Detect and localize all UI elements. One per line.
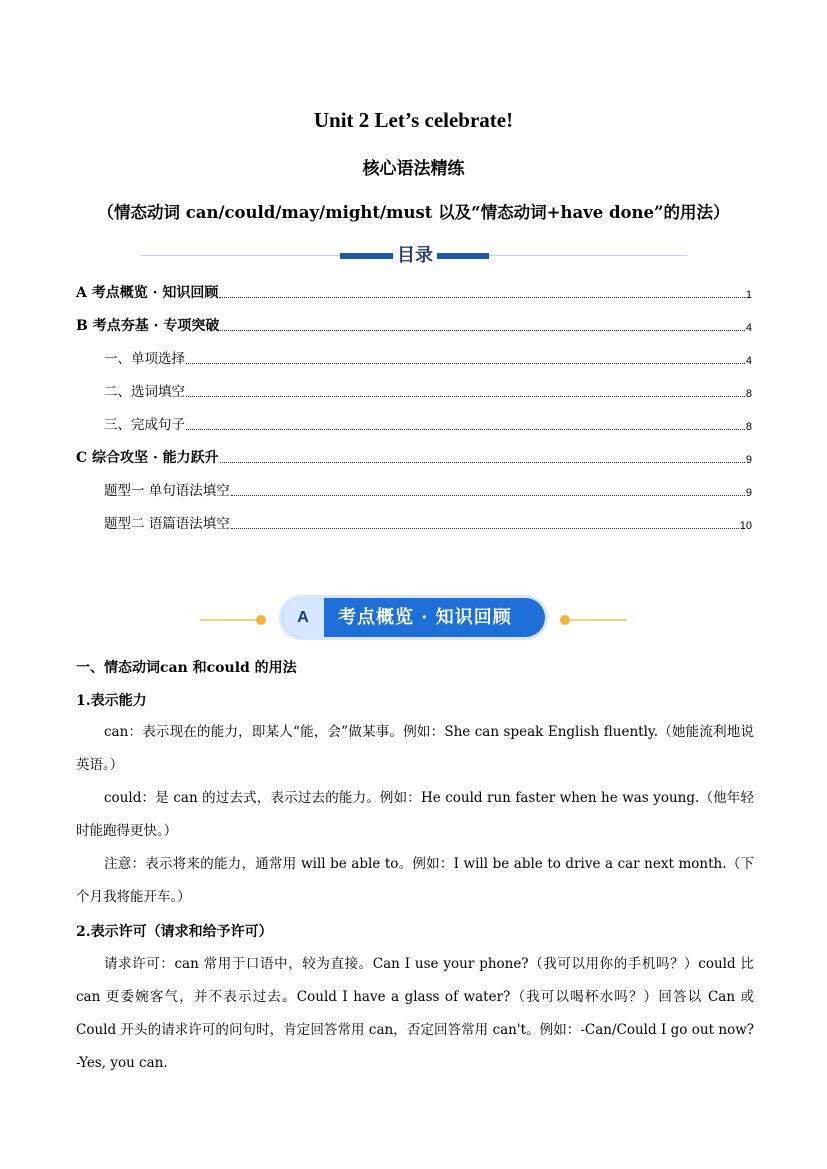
toc-page-number: 4	[745, 355, 752, 367]
toc-page-number: 8	[745, 421, 752, 433]
banner-line-right	[570, 619, 627, 621]
paragraph-can: can：表示现在的能力，即某人“能，会”做某事。例如：She can speak English fluently.（她能流利地说英语。）	[76, 724, 754, 773]
toc-leader	[186, 429, 745, 430]
toc-entry-label: 三、完成句子	[104, 417, 185, 433]
section-badge: A	[282, 598, 324, 637]
toc-entry[interactable]	[76, 480, 752, 500]
divider-bar-right	[437, 253, 489, 259]
toc-entry-label: 题型一 单句语法填空	[104, 483, 230, 499]
divider-line-left	[140, 255, 340, 256]
toc-leader	[186, 396, 745, 397]
document-title: Unit 2 Let’s celebrate!	[313, 108, 514, 132]
toc-entry[interactable]	[76, 381, 752, 401]
document-topic: （情态动词 can/could/may/might/must 以及“情态动词+have done”的用法）	[97, 203, 730, 222]
banner-pill	[282, 598, 545, 637]
toc-page-number: 9	[745, 487, 752, 499]
toc-leader	[219, 297, 745, 298]
toc-heading-bar	[140, 241, 687, 267]
banner-dot-left	[256, 615, 266, 625]
toc-entry-label: B 考点夯基 · 专项突破	[76, 318, 220, 334]
toc-entry-label: 二、选词填空	[104, 384, 185, 400]
section-banner-title: 考点概览 · 知识回顾	[338, 607, 512, 628]
divider-bar-left	[340, 253, 393, 259]
toc-page-number: 9	[745, 454, 752, 466]
toc-leader	[220, 330, 745, 331]
toc-page-number: 10	[739, 520, 752, 532]
toc-entry-label: 题型二 语篇语法填空	[104, 516, 230, 532]
toc-heading: 目录	[397, 245, 433, 266]
toc-entry[interactable]	[76, 348, 752, 368]
toc-entry[interactable]	[76, 513, 752, 533]
toc-leader	[220, 462, 745, 463]
divider-line-right	[489, 255, 687, 256]
toc-page-number: 8	[745, 388, 752, 400]
subsection-heading-permission: 2.表示许可（请求和给予许可）	[76, 924, 273, 940]
toc-leader	[231, 528, 739, 529]
section-heading: 一、情态动词can 和could 的用法	[76, 660, 297, 676]
toc-entry-label: C 综合攻坚 · 能力跃升	[76, 450, 219, 466]
toc-leader	[186, 363, 745, 364]
paragraph-note: 注意：表示将来的能力，通常用 will be able to。例如：I will be able to drive a car next month.（下个月我将能开车。）	[76, 856, 754, 905]
toc-page-number: 4	[745, 322, 752, 334]
toc-entry-label: A 考点概览 · 知识回顾	[76, 285, 219, 301]
section-banner	[200, 594, 627, 640]
paragraph-could: could：是 can 的过去式，表示过去的能力。例如：He could run faster when he was young.（他年轻时能跑得更快。）	[76, 790, 754, 839]
toc-leader	[231, 495, 745, 496]
toc-entry[interactable]	[76, 447, 752, 467]
toc-entry[interactable]	[76, 414, 752, 434]
banner-line-left	[200, 619, 256, 621]
subsection-heading-ability: 1.表示能力	[76, 693, 147, 709]
toc-page-number: 1	[745, 289, 752, 301]
paragraph-permission: 请求许可：can 常用于口语中，较为直接。Can I use your phone?（我可以用你的手机吗？）could 比 can 更委婉客气，并不表示过去。Could I have a glass of water?（我可以喝杯水吗？）回答以 Can 或 Could 开头的请求许可的问句时，肯定回答常用 can，否定回答常用 can't。例如：-Can/Could I go out now? -Yes, you can.	[76, 956, 754, 1071]
banner-dot-right	[560, 615, 570, 625]
toc-entry[interactable]	[76, 282, 752, 302]
document-subtitle: 核心语法精练	[362, 159, 465, 179]
toc-entry[interactable]	[76, 315, 752, 335]
toc-entry-label: 一、单项选择	[104, 351, 185, 367]
